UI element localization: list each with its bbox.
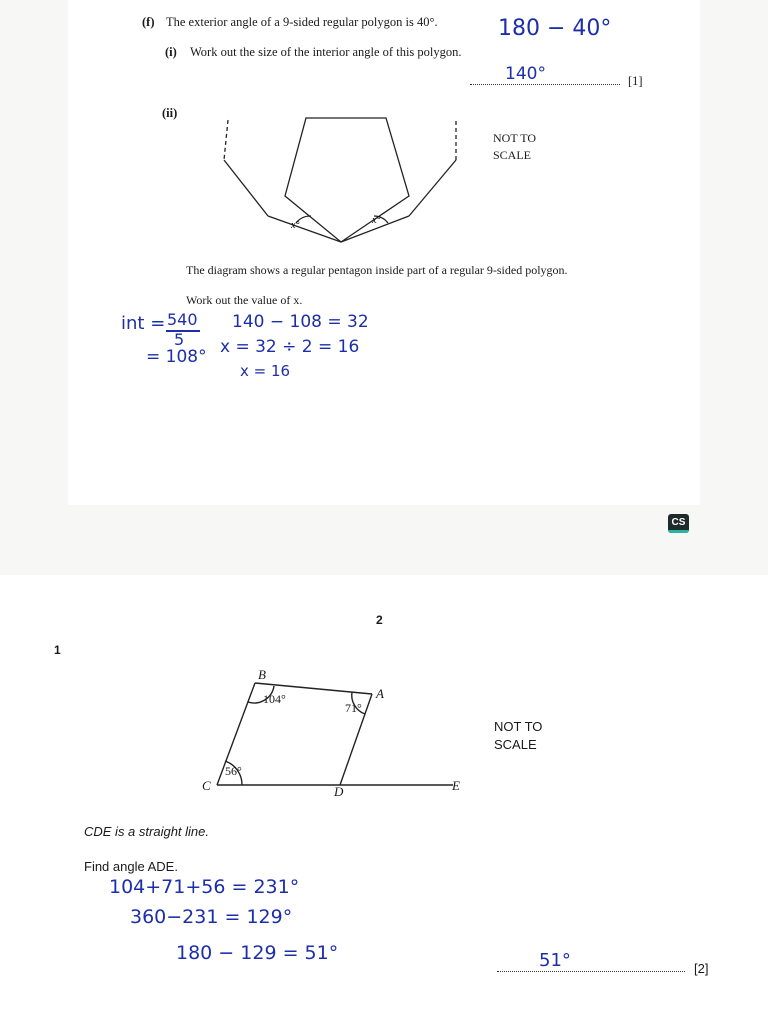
diagram-caption: The diagram shows a regular pentagon inside part of a regular 9-sided polygon.: [186, 263, 568, 277]
hw-line-2: x = 32 ÷ 2 = 16: [220, 337, 360, 357]
marks-lower: [2]: [694, 961, 709, 976]
hw-line-3: x = 16: [240, 362, 291, 380]
vertex-label-B: B: [258, 667, 266, 682]
nonagon-edge-left-2: [268, 216, 341, 242]
nonagon-edge-left-1: [224, 160, 268, 216]
not-to-scale-upper-2: SCALE: [493, 148, 532, 162]
vertex-label-A: A: [376, 686, 384, 701]
hw-frac-denominator: 5: [174, 330, 185, 349]
hw-lower-line-2: 360−231 = 129°: [130, 906, 293, 928]
hw-frac-numerator: 540: [167, 310, 198, 329]
part-ii-label: (ii): [162, 106, 178, 120]
statement: CDE is a straight line.: [84, 824, 209, 839]
not-to-scale-upper-1: NOT TO: [493, 131, 537, 145]
question-number: 1: [54, 643, 61, 657]
nonagon-edge-right-1: [409, 160, 456, 216]
polygon-diagram: [200, 110, 480, 260]
part-f-label: (f): [142, 15, 155, 29]
answer-line-i: [470, 84, 620, 85]
question-text: Find angle ADE.: [84, 859, 178, 874]
angle-B-value: 104°: [263, 692, 286, 706]
hw-eq-108: = 108°: [146, 347, 207, 367]
nonagon-dashed-left: [224, 120, 228, 160]
vertex-label-E: E: [452, 778, 460, 793]
not-to-scale-lower-1: NOT TO: [494, 719, 543, 734]
angle-x-left: x°: [291, 220, 300, 231]
vertex-label-C: C: [202, 778, 211, 793]
hw-lower-line-1: 104+71+56 = 231°: [109, 876, 300, 898]
part-i-label: (i): [165, 45, 177, 59]
camscanner-badge-text: CS: [671, 517, 686, 528]
hw-calc-top: 180 − 40°: [498, 16, 612, 41]
angle-A-value: 71°: [345, 701, 362, 715]
not-to-scale-lower-2: SCALE: [494, 737, 537, 752]
instruction: Work out the value of x.: [186, 293, 303, 307]
hw-lower-line-3: 180 − 129 = 51°: [176, 942, 339, 964]
marks-i: [1]: [628, 74, 643, 88]
hw-lower-answer: 51°: [539, 950, 571, 971]
camscanner-badge: [668, 514, 689, 533]
hw-answer-i: 140°: [505, 64, 546, 84]
angle-C-value: 56°: [225, 764, 242, 778]
part-f-text: The exterior angle of a 9-sided regular polygon is 40°.: [166, 15, 438, 29]
hw-line-1: 140 − 108 = 32: [232, 312, 369, 332]
angle-x-right: x°: [372, 215, 381, 226]
page-number: 2: [376, 613, 383, 627]
answer-line-lower: [497, 971, 685, 972]
vertex-label-D: D: [334, 784, 344, 799]
part-i-text: Work out the size of the interior angle of this polygon.: [190, 45, 462, 59]
hw-int-label: int =: [121, 313, 166, 334]
